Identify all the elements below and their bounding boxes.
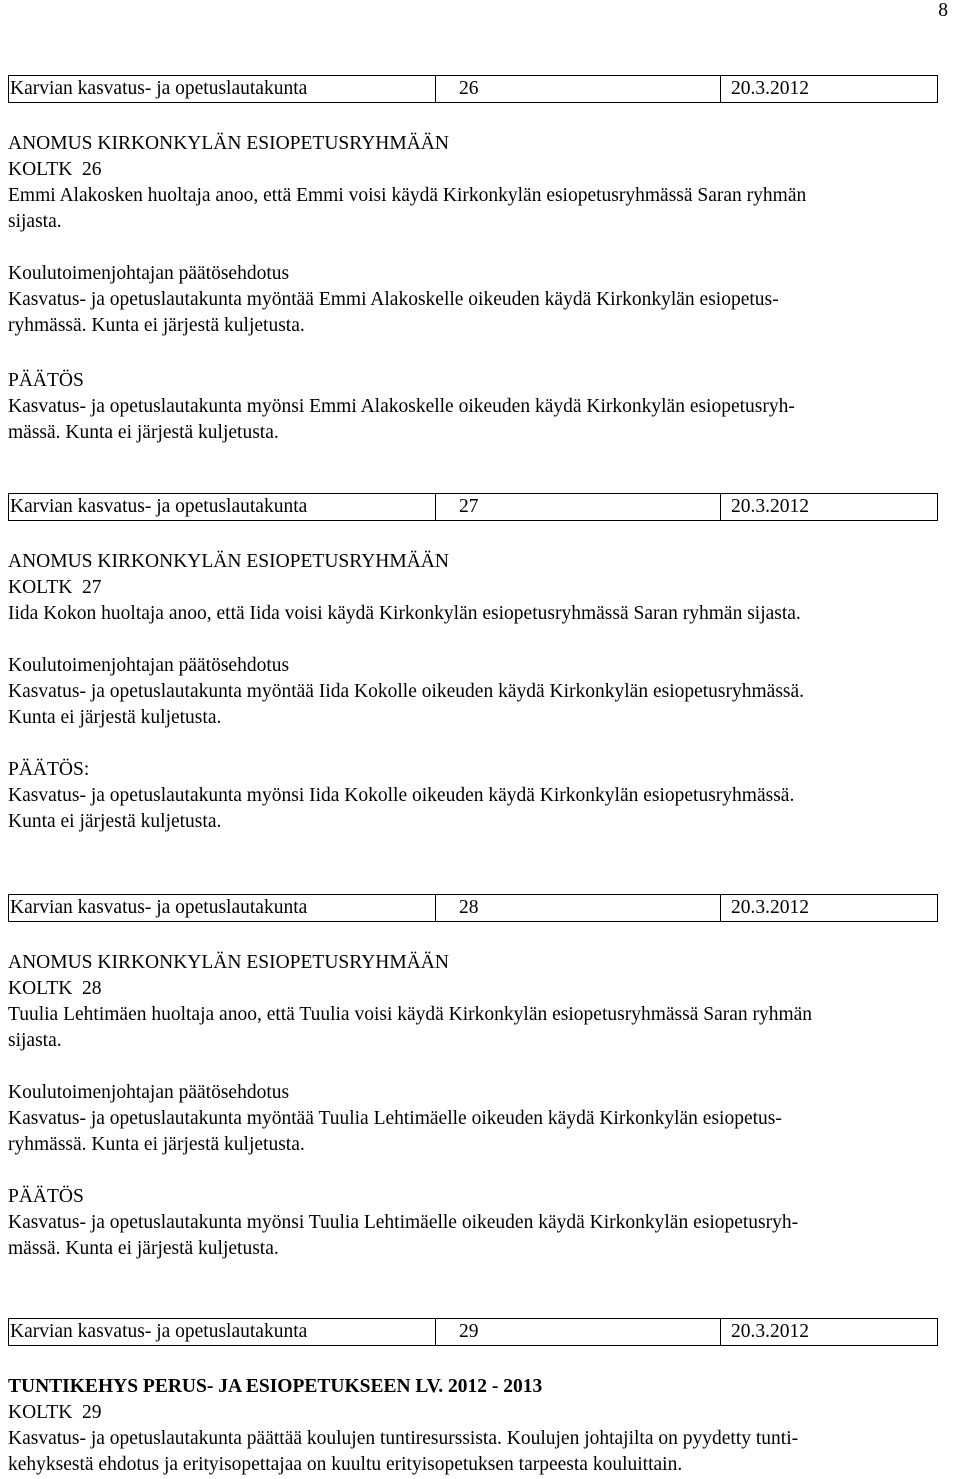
section-title: ANOMUS KIRKONKYLÄN ESIOPETUSRYHMÄÄN: [8, 952, 449, 973]
request-line-1: Iida Kokon huoltaja anoo, että Iida voisi käydä Kirkonkylän esiopetusryhmässä Saran ryhmän sijasta.: [8, 603, 801, 624]
board-name: Karvian kasvatus- ja opetuslautakunta: [9, 494, 436, 520]
board-name: Karvian kasvatus- ja opetuslautakunta: [9, 76, 436, 102]
page-number: 8: [938, 0, 948, 21]
proposal-heading: Koulutoimenjohtajan päätösehdotus: [8, 655, 290, 676]
request-line-2: sijasta.: [8, 211, 62, 232]
board-name: Karvian kasvatus- ja opetuslautakunta: [9, 1319, 436, 1345]
koltk-ref: KOLTK 27: [8, 577, 102, 598]
item-number: 27: [436, 494, 721, 520]
meeting-date: 20.3.2012: [731, 1321, 809, 1342]
section-header: [8, 1318, 938, 1346]
decision-line-2: Kunta ei järjestä kuljetusta.: [8, 811, 222, 832]
section-header: [8, 75, 938, 103]
proposal-heading: Koulutoimenjohtajan päätösehdotus: [8, 263, 290, 284]
meeting-date: 20.3.2012: [731, 897, 809, 918]
request-line-2: sijasta.: [8, 1030, 62, 1051]
koltk-ref: KOLTK 29: [8, 1402, 102, 1423]
proposal-line-2: Kunta ei järjestä kuljetusta.: [8, 707, 222, 728]
proposal-line-2: ryhmässä. Kunta ei järjestä kuljetusta.: [8, 315, 305, 336]
proposal-line-1: Kasvatus- ja opetuslautakunta myöntää Emmi Alakoskelle oikeuden käydä Kirkonkylän esiopetus-: [8, 289, 779, 310]
request-line-2: kehyksestä ehdotus ja erityisopettajaa on kuultu erityisopetuksen tarpeesta kouluittain.: [8, 1454, 683, 1475]
decision-heading: PÄÄTÖS:: [8, 759, 90, 780]
proposal-line-2: ryhmässä. Kunta ei järjestä kuljetusta.: [8, 1134, 305, 1155]
request-line-1: Kasvatus- ja opetuslautakunta päättää koulujen tuntiresurssista. Koulujen johtajilta on pyydetty tunti-: [8, 1428, 799, 1449]
decision-line-2: mässä. Kunta ei järjestä kuljetusta.: [8, 422, 279, 443]
proposal-line-1: Kasvatus- ja opetuslautakunta myöntää Iida Kokolle oikeuden käydä Kirkonkylän esiopetusryhmässä.: [8, 681, 805, 702]
koltk-ref: KOLTK 26: [8, 159, 102, 180]
meeting-date: 20.3.2012: [731, 496, 809, 517]
section-title: TUNTIKEHYS PERUS- JA ESIOPETUKSEEN LV. 2012 - 2013: [8, 1376, 543, 1397]
item-number: 28: [436, 895, 721, 921]
proposal-heading: Koulutoimenjohtajan päätösehdotus: [8, 1082, 290, 1103]
item-number: 26: [436, 76, 721, 102]
proposal-line-1: Kasvatus- ja opetuslautakunta myöntää Tuulia Lehtimäelle oikeuden käydä Kirkonkylän esiopetus-: [8, 1108, 782, 1129]
decision-heading: PÄÄTÖS: [8, 1186, 84, 1207]
section-29: [8, 1318, 958, 1478]
decision-line-2: mässä. Kunta ei järjestä kuljetusta.: [8, 1238, 279, 1259]
request-line-1: Emmi Alakosken huoltaja anoo, että Emmi voisi käydä Kirkonkylän esiopetusryhmässä Saran ryhmän: [8, 185, 807, 206]
section-title: ANOMUS KIRKONKYLÄN ESIOPETUSRYHMÄÄN: [8, 551, 449, 572]
section-26: [8, 75, 958, 446]
decision-line-1: Kasvatus- ja opetuslautakunta myönsi Emmi Alakoskelle oikeuden käydä Kirkonkylän esiopetusryh-: [8, 396, 795, 417]
meeting-date: 20.3.2012: [731, 78, 809, 99]
koltk-ref: KOLTK 28: [8, 978, 102, 999]
section-27: [8, 493, 958, 835]
decision-line-1: Kasvatus- ja opetuslautakunta myönsi Tuulia Lehtimäelle oikeuden käydä Kirkonkylän esiopetusryh-: [8, 1212, 799, 1233]
section-header: [8, 493, 938, 521]
board-name: Karvian kasvatus- ja opetuslautakunta: [9, 895, 436, 921]
item-number: 29: [436, 1319, 721, 1345]
request-line-1: Tuulia Lehtimäen huoltaja anoo, että Tuulia voisi käydä Kirkonkylän esiopetusryhmässä Saran ryhmän: [8, 1004, 813, 1025]
decision-line-1: Kasvatus- ja opetuslautakunta myönsi Iida Kokolle oikeuden käydä Kirkonkylän esiopetusryhmässä.: [8, 785, 795, 806]
section-header: [8, 894, 938, 922]
section-28: [8, 894, 958, 1262]
decision-heading: PÄÄTÖS: [8, 370, 84, 391]
section-title: ANOMUS KIRKONKYLÄN ESIOPETUSRYHMÄÄN: [8, 133, 449, 154]
